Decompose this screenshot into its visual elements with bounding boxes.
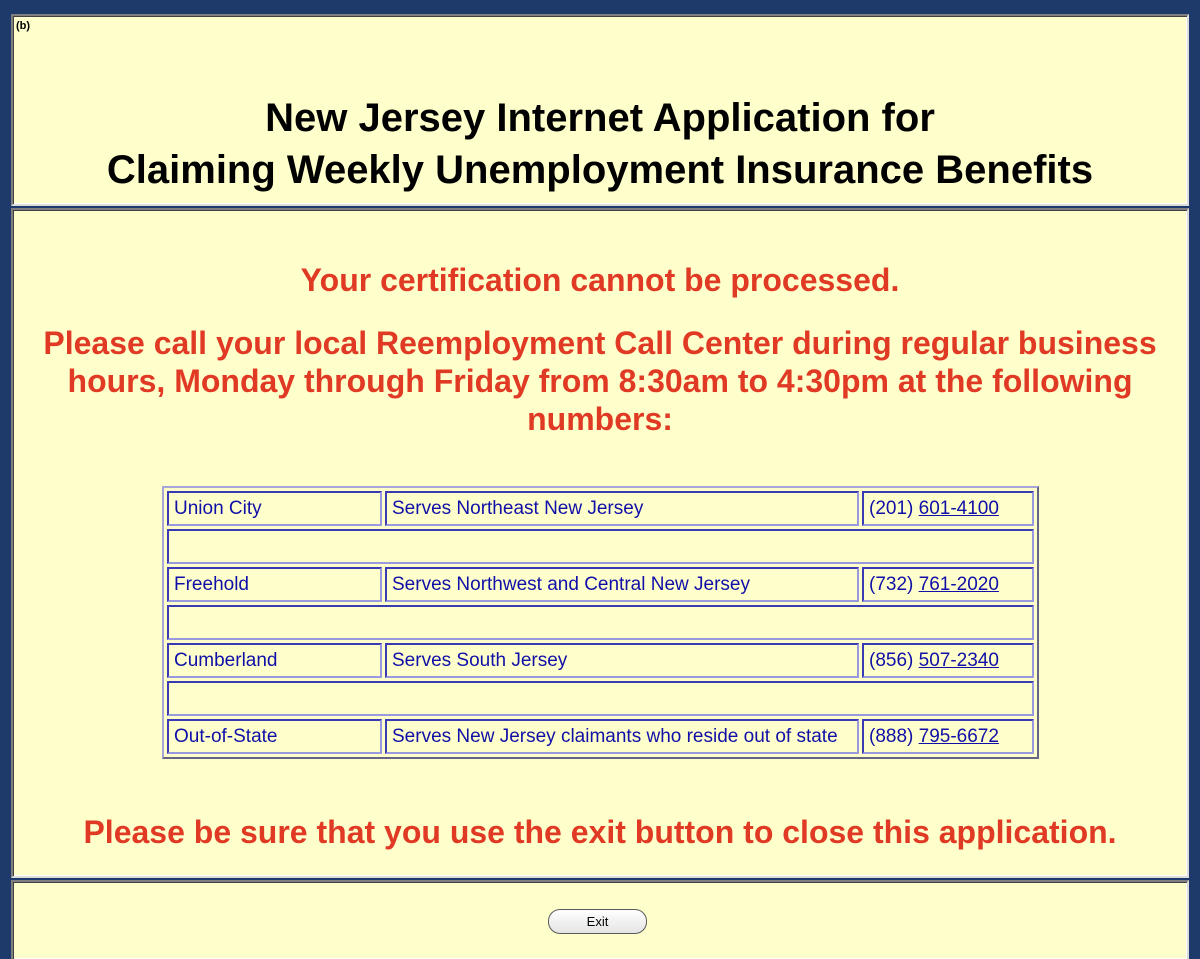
exit-notice: Please be sure that you use the exit button to close this application. — [83, 814, 1117, 850]
center-phone — [862, 643, 1034, 678]
spacer-cell — [167, 529, 1034, 564]
phone-link[interactable]: 601-4100 — [918, 497, 999, 519]
error-message: Your certification cannot be processed. — [300, 262, 900, 298]
spacer-row — [167, 529, 1034, 564]
center-area: Serves Northwest and Central New Jersey — [385, 567, 859, 602]
area-code: (201) — [869, 497, 914, 519]
center-phone — [862, 719, 1034, 754]
spacer-cell — [167, 681, 1034, 716]
phone-link[interactable]: 795-6672 — [918, 725, 999, 747]
header-frame — [11, 14, 1189, 206]
call-center-table — [162, 486, 1039, 759]
phone-link[interactable]: 507-2340 — [918, 649, 999, 671]
spacer-row — [167, 605, 1034, 640]
center-name: Out-of-State — [167, 719, 382, 754]
center-area: Serves South Jersey — [385, 643, 859, 678]
table-row — [167, 719, 1034, 754]
title-line-1: New Jersey Internet Application for — [265, 96, 935, 140]
table-row — [167, 491, 1034, 526]
page-title — [13, 92, 1187, 196]
center-area: Serves New Jersey claimants who reside out of state — [385, 719, 859, 754]
center-name: Union City — [167, 491, 382, 526]
phone-link[interactable]: 761-2020 — [918, 573, 999, 595]
exit-button[interactable]: Exit — [548, 909, 647, 934]
table-row — [167, 643, 1034, 678]
call-instructions: Please call your local Reemployment Call Center during regular business hours, Monday through Friday from 8:30am to 4:30pm at the following numbers: — [43, 325, 1157, 437]
center-name: Cumberland — [167, 643, 382, 678]
area-code: (888) — [869, 725, 914, 747]
title-line-2: Claiming Weekly Unemployment Insurance Benefits — [106, 148, 1094, 192]
footer-frame — [11, 880, 1189, 959]
table-row — [167, 567, 1034, 602]
area-code: (732) — [869, 573, 914, 595]
frame-label: (b) — [16, 20, 31, 32]
main-frame — [11, 208, 1189, 878]
area-code: (856) — [869, 649, 914, 671]
center-phone — [862, 491, 1034, 526]
center-name: Freehold — [167, 567, 382, 602]
center-phone — [862, 567, 1034, 602]
spacer-cell — [167, 605, 1034, 640]
center-area: Serves Northeast New Jersey — [385, 491, 859, 526]
spacer-row — [167, 681, 1034, 716]
